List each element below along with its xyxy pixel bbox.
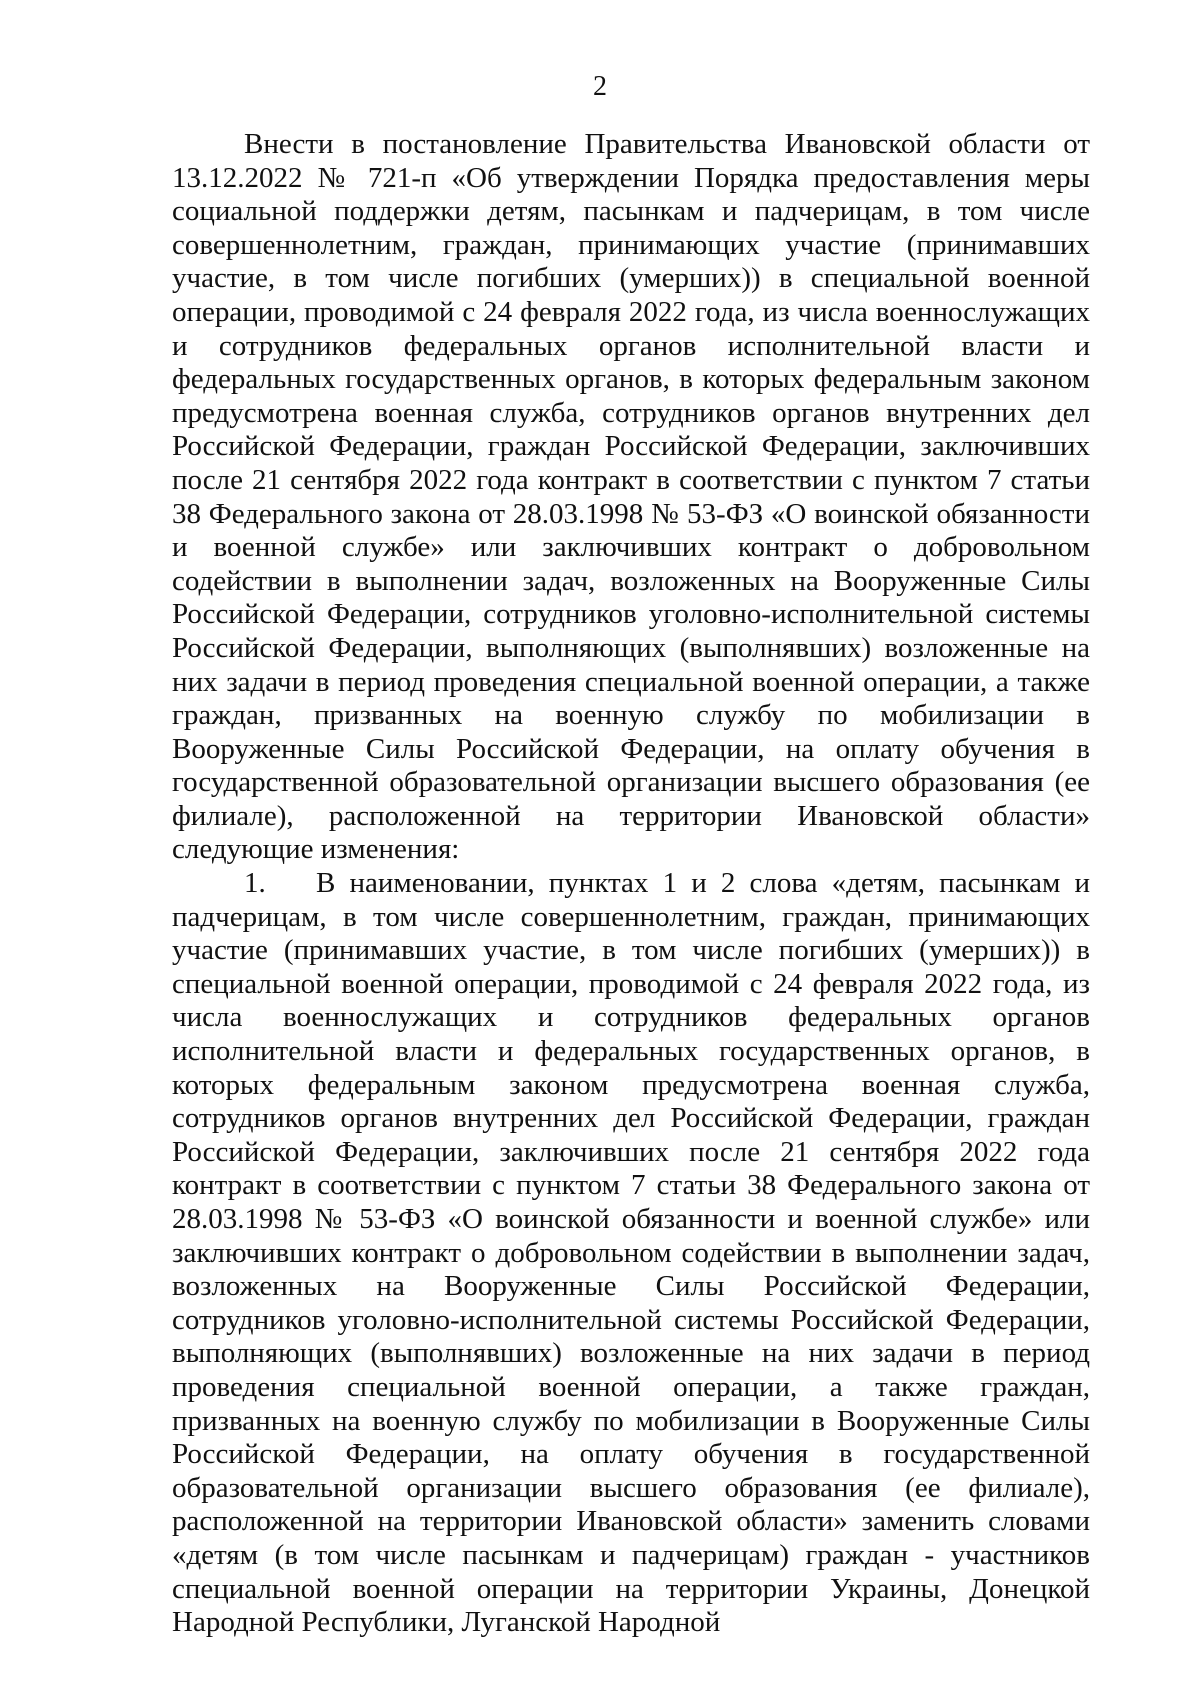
list-item-number: 1. xyxy=(244,867,266,900)
page-number: 2 xyxy=(593,71,607,102)
document-body xyxy=(172,128,1090,1640)
list-item-text: В наименовании, пунктах 1 и 2 слова «детям, пасынкам и падчерицам, в том числе совершеннолетним, граждан, принимающих участие (принимавших участие, в том числе погибших (умерших)) в специальной военной операции, проводимой с 24 февраля 2022 года, из числа военнослужащих и сотрудников федеральных органов исполнительной власти и федеральных государственных органов, в которых федеральным законом предусмотрена военная служба, сотрудников органов внутренних дел Российской Федерации, граждан Российской Федерации, заключивших после 21 сентября 2022 года контракт в соответствии с пунктом 7 статьи 38 Федерального закона от 28.03.1998 № 53-ФЗ «О воинской обязанности и военной службе» или заключивших контракт о добровольном содействии в выполнении задач, возложенных на Вооруженные Силы Российской Федерации, сотрудников уголовно-исполнительной системы Российской Федерации, выполняющих (выполнявших) возложенные на них задачи в период проведения специальной военной операции, а также граждан, призванных на военную службу по мобилизации в Вооруженные Силы Российской Федерации, на оплату обучения в государственной образовательной организации высшего образования (ее филиале), расположенной на территории Ивановской области» заменить словами «детям (в том числе пасынкам и падчерицам) граждан - участников специальной военной операции на территории Украины, Донецкой Народной Республики, Луганской Народной xyxy=(172,867,1090,1639)
intro-paragraph: Внести в постановление Правительства Ивановской области от 13.12.2022 № 721-п «Об утверждении Порядка предоставления меры социальной поддержки детям, пасынкам и падчерицам, в том числе совершеннолетним, граждан, принимающих участие (принимавших участие, в том числе погибших (умерших)) в специальной военной операции, проводимой с 24 февраля 2022 года, из числа военнослужащих и сотрудников федеральных органов исполнительной власти и федеральных государственных органов, в которых федеральным законом предусмотрена военная служба, сотрудников органов внутренних дел Российской Федерации, граждан Российской Федерации, заключивших после 21 сентября 2022 года контракт в соответствии с пунктом 7 статьи 38 Федерального закона от 28.03.1998 № 53-ФЗ «О воинской обязанности и военной службе» или заключивших контракт о добровольном содействии в выполнении задач, возложенных на Вооруженные Силы Российской Федерации, сотрудников уголовно-исполнительной системы Российской Федерации, выполняющих (выполнявших) возложенные на них задачи в период проведения специальной военной операции, а также граждан, призванных на военную службу по мобилизации в Вооруженные Силы Российской Федерации, на оплату обучения в государственной образовательной организации высшего образования (ее филиале), расположенной на территории Ивановской области» следующие изменения: xyxy=(172,128,1090,866)
list-item xyxy=(172,867,1090,1640)
